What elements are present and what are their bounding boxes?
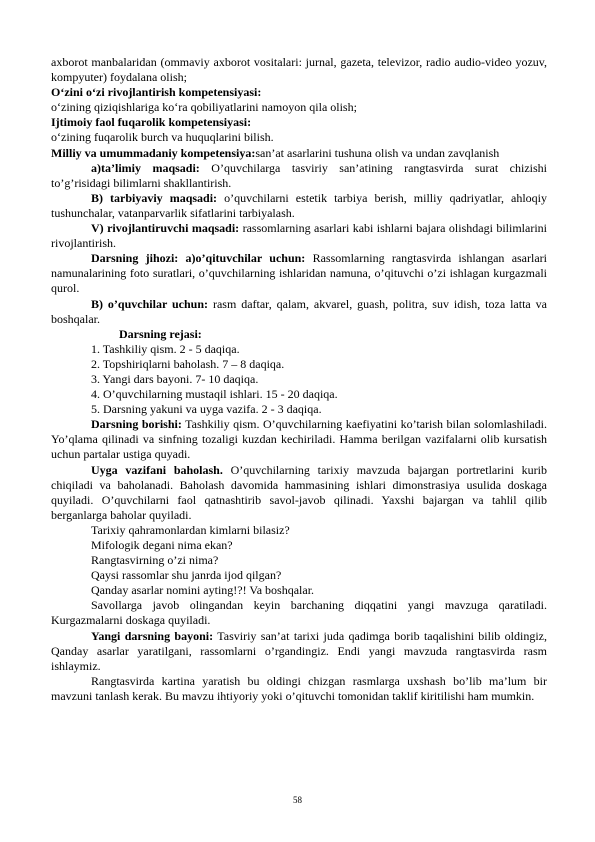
question-item: Qanday asarlar nomini ayting!?! Va boshqalar. xyxy=(91,583,315,598)
paragraph-national-culture: Milliy va umummadaniy kompetensiya:san’at asarlarini tushuna olish va undan zavqlanish xyxy=(51,145,500,160)
paragraph-sources: axborot manbalaridan (ommaviy axborot vositalari: jurnal, gazeta, televizor, radio audio-video yozuv, kompyuter) foydalana olish; xyxy=(51,55,547,85)
list-item: 1. Tashkiliy qism. 2 - 5 daqiqa. xyxy=(91,341,240,356)
paragraph-lesson-course: Darsning borishi: Tashkiliy qism. O’quvchilarning kaefiyatini ko’tarish bilan solomlashiladi. Yo’qlama qilinadi va sinfning tozaligi kuzdan kechiriladi. Hamma berilgan vazifalarni olib kursatish uchun partalar ustiga quyadi. xyxy=(51,417,547,462)
list-item: 4. O’quvchilarning mustaqil ishlari. 15 - 20 daqiqa. xyxy=(91,387,338,402)
paragraph-attention: Savollarga javob olingandan keyin barchaning diqqatini yangi mavzuga qaratiladi. Kurgazmalarni doskaga quyiladi. xyxy=(51,598,547,628)
page-number: 58 xyxy=(293,795,302,805)
paragraph-lesson-equipment: Darsning jihozi: a)o’qituvchilar uchun: Rassomlarning rangtasvirda ishlangan asarlari namunalarining foto suratlari, o’quvchilarning ishlaridan namuna, o’qituvchi o’zi ishlagan kurgazmali qurol. xyxy=(51,251,547,296)
question-item: Mifologik degani nima ekan? xyxy=(91,538,233,552)
list-item: 2. Topshiriqlarni baholash. 7 – 8 daqiqa. xyxy=(91,356,285,371)
heading-civic-competence: Ijtimoiy faol fuqarolik kompetensiyasi: xyxy=(51,115,252,130)
question-item: Rangtasvirning o’zi nima? xyxy=(91,553,219,568)
list-item: 5. Darsning yakuni va uyga vazifa. 2 - 3 daqiqa. xyxy=(91,402,322,417)
paragraph-civic-duties: o‘zining fuqarolik burch va huquqlarini bilish. xyxy=(51,130,274,145)
question-list xyxy=(51,523,547,598)
paragraph-student-materials: B) o’quvchilar uchun: rasm daftar, qalam, akvarel, guash, politra, suv idish, toza latta va boshqalar. xyxy=(51,296,548,326)
paragraph-new-lesson: Yangi darsning bayoni: Tasviriy san’at tarixi juda qadimga borib taqalishini bilib oldingiz, Qanday asarlar yaratilgani, rassomlarni o’rgandingiz. Endi yangi mavzuda rangtasvirda rasm ishlaymiz. xyxy=(51,628,548,673)
lesson-plan-list xyxy=(51,342,547,417)
document-page xyxy=(51,55,547,704)
paragraph-developing-goal: V) rivojlantiruvchi maqsadi: rassomlarning asarlari kabi ishlarni bajara olishdagi bilimlarini rivojlantirish. xyxy=(51,221,547,251)
paragraph-upbringing-goal: B) tarbiyaviy maqsadi: o’quvchilarni estetik tarbiya berish, milliy qadriyatlar, ahloqiy tushunchalar, vatanparvarlik sifatlarini tarbiyalash. xyxy=(51,190,547,220)
lesson-plan-title: Darsning rejasi: xyxy=(119,326,202,341)
list-item: 3. Yangi dars bayoni. 7- 10 daqiqa. xyxy=(91,371,259,386)
paragraph-interests: o‘zining qiziqishlariga ko‘ra qobiliyatlarini namoyon qila olish; xyxy=(51,100,357,115)
paragraph-painting-creation: Rangtasvirda kartina yaratish bu oldingi chizgan rasmlarga uxshash bo’lib ma’lum bir mavzuni tanlash kerak. Bu mavzu ihtiyoriy yoki o’qituvchi tomonidan taklif kiritilishi ham mumkin. xyxy=(51,673,547,703)
heading-self-development: O‘zini o‘zi rivojlantirish kompetensiyasi: xyxy=(51,85,262,100)
paragraph-educational-goal: a)ta’limiy maqsadi: O’quvchilarga tasviriy san’atining rangtasvirda surat chizishi to’g’risidagi bilimlarni shakllantirish. xyxy=(51,160,547,190)
question-item: Qaysi rassomlar shu janrda ijod qilgan? xyxy=(91,568,282,583)
paragraph-homework-evaluation: Uyga vazifani baholash. O’quvchilarning tarixiy mavzuda bajargan portretlarini kurib chiqiladi va baholanadi. Baholash davomida hammasining ishlari dimonstrasiya usulida doskaga quyiladi. O’quvchilarni faol qatnashtirib savol-javob qilinadi. Yaxshi bajargan va tahlil qilib berganlarga baholar quyiladi. xyxy=(51,462,547,522)
question-item: Tarixiy qahramonlardan kimlarni bilasiz? xyxy=(91,522,290,537)
